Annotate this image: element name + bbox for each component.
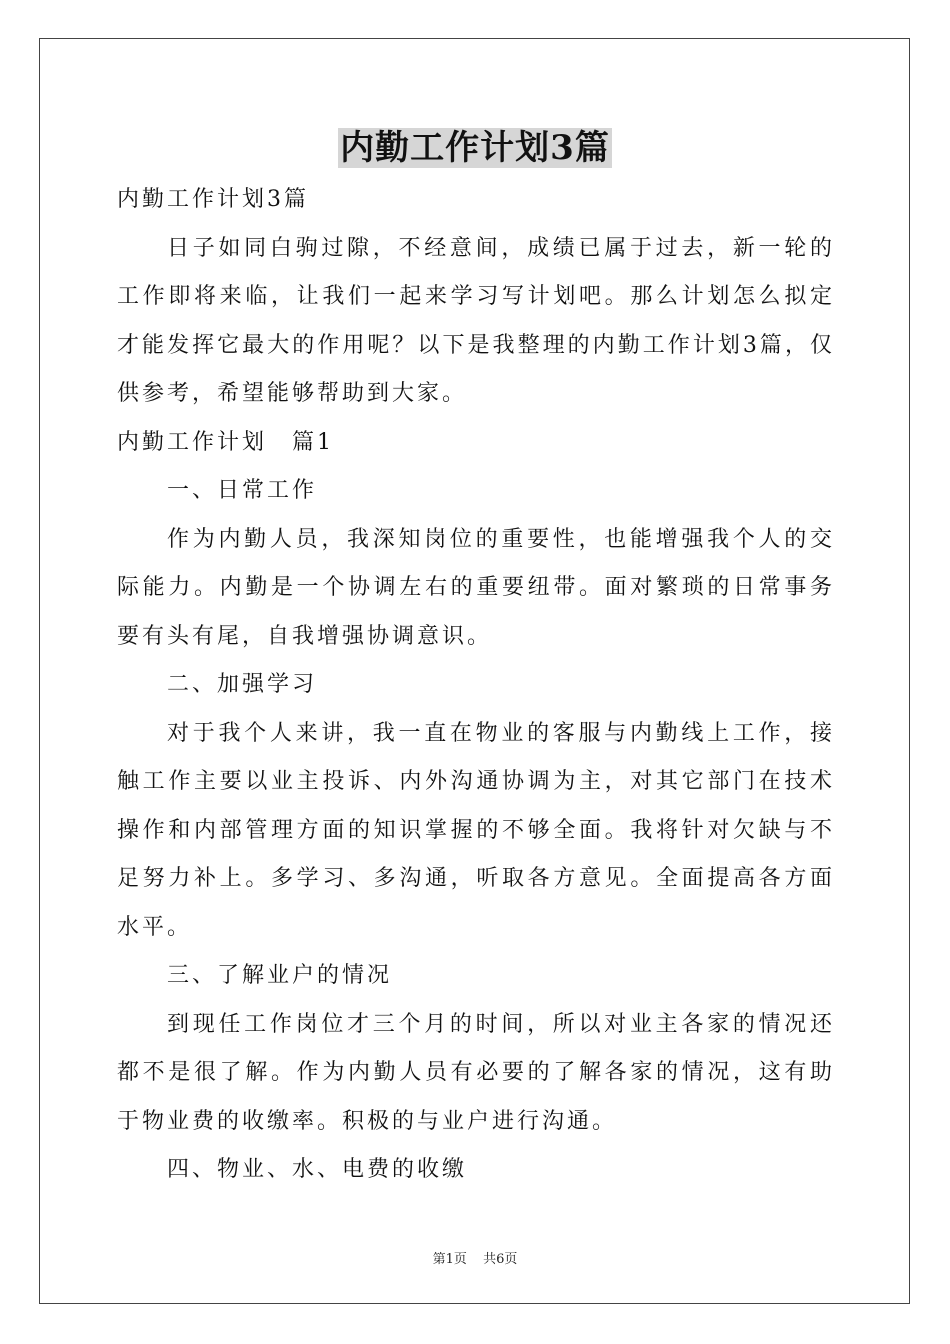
paragraph-daily-work: 作为内勤人员，我深知岗位的重要性，也能增强我个人的交际能力。内勤是一个协调左右的重要纽带。面对繁琐的日常事务要有头有尾，自我增强协调意识。 — [117, 526, 835, 649]
document-title-text: 内勤工作计划3篇 — [340, 128, 610, 168]
heading-daily-work: 一、日常工作 — [167, 478, 318, 503]
paragraph-strengthen-learning: 对于我个人来讲，我一直在物业的客服与内勤线上工作，接触工作主要以业主投诉、内外沟通协调为主，对其它部门在技术操作和内部管理方面的知识掌握的不够全面。我将针对欠缺与不足努力补上。多学习、多沟通，听取各方意见。全面提高各方面水平。 — [117, 720, 835, 940]
heading-fee-collection: 四、物业、水、电费的收缴 — [167, 1157, 468, 1182]
document-title — [0, 122, 950, 174]
heading-understand-residents: 三、了解业户的情况 — [167, 963, 393, 988]
paragraph-intro: 日子如同白驹过隙，不经意间，成绩已属于过去，新一轮的工作即将来临，让我们一起来学习写计划吧。那么计划怎么拟定才能发挥它最大的作用呢？以下是我整理的内勤工作计划3篇，仅供参考，希望能够帮助到大家。 — [117, 235, 835, 406]
document-subtitle: 内勤工作计划3篇 — [117, 187, 309, 212]
page-number-total: 共6页 — [483, 1252, 518, 1267]
page-number-current: 第1页 — [432, 1252, 467, 1267]
heading-strengthen-learning: 二、加强学习 — [167, 672, 318, 697]
paragraph-understand-residents: 到现任工作岗位才三个月的时间，所以对业主各家的情况还都不是很了解。作为内勤人员有必要的了解各家的情况，这有助于物业费的收缴率。积极的与业户进行沟通。 — [117, 1011, 835, 1134]
document-body — [117, 176, 835, 1195]
page-footer — [0, 1248, 950, 1267]
section-heading-part1: 内勤工作计划 篇1 — [117, 429, 334, 455]
